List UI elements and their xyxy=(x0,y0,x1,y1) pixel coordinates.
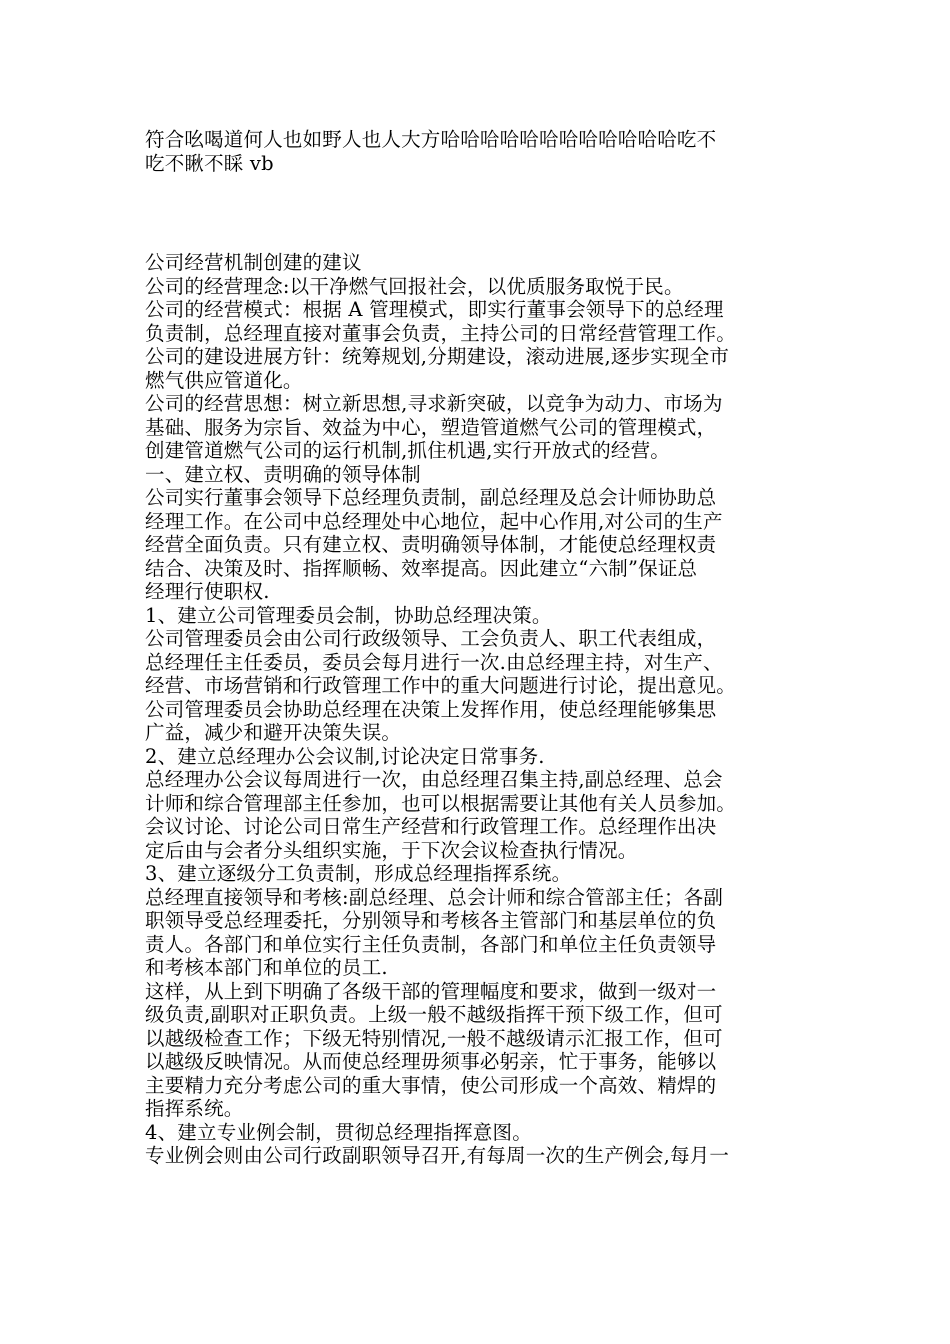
paragraph-line: 公司的经营模式：根据 A 管理模式，即实行董事会领导下的总经理 xyxy=(145,298,724,321)
paragraph-line: 负责制，总经理直接对董事会负责，主持公司的日常经营管理工作。 xyxy=(145,321,737,345)
paragraph-line: 计师和综合管理部主任参加，也可以根据需要让其他有关人员参加。 xyxy=(145,791,737,815)
paragraph-line: 经营、市场营销和行政管理工作中的重大问题进行讨论，提出意见。 xyxy=(145,674,737,697)
paragraph-line: 经理工作。在公司中总经理处中心地位，起中心作用,对公司的生产 xyxy=(145,509,723,533)
paragraph-line: 责人。各部门和单位实行主任负责制，各部门和单位主任负责领导 xyxy=(145,932,717,956)
paragraph-line: 广益，减少和避开决策失误。 xyxy=(145,721,402,744)
paragraph-line: 主要精力充分考虑公司的重大事情，使公司形成一个高效、精焊的 xyxy=(145,1073,717,1097)
paragraph-line: 定后由与会者分头组织实施，于下次会议检查执行情况。 xyxy=(145,838,638,862)
section-heading: 一、建立权、责明确的领导体制 xyxy=(145,462,421,486)
paragraph-line: 公司的经营思想：树立新思想,寻求新突破，以竞争为动力、市场为 xyxy=(145,392,723,415)
paragraph-line: 职领导受总经理委托，分别领导和考核各主管部门和基层单位的负 xyxy=(145,909,717,932)
paragraph-line: 和考核本部门和单位的员工. xyxy=(145,956,388,979)
paragraph-line: 公司的建设进展方针：统筹规划,分期建设，滚动进展,逐步实现全市 xyxy=(145,345,730,368)
paragraph-line: 公司实行董事会领导下总经理负责制，副总经理及总会计师协助总 xyxy=(145,486,717,509)
paragraph-line: 燃气供应管道化。 xyxy=(145,368,303,392)
paragraph-line: 以越级反映情况。从而使总经理毋须事必躬亲，忙于事务，能够以 xyxy=(145,1050,717,1073)
paragraph-line: 创建管道燃气公司的运行机制,抓住机遇,实行开放式的经营。 xyxy=(145,439,670,462)
paragraph-line: 总经理办公会议每周进行一次，由总经理召集主持,副总经理、总会 xyxy=(145,768,723,791)
paragraph-line: 这样，从上到下明确了各级干部的管理幅度和要求，做到一级对一 xyxy=(145,979,717,1003)
header-note-line: 符合吆喝道何人也如野人也人大方哈哈哈哈哈哈哈哈哈哈哈哈吃不 xyxy=(145,128,717,151)
paragraph-line: 公司管理委员会协助总经理在决策上发挥作用，使总经理能够集思 xyxy=(145,697,717,721)
document-title: 公司经营机制创建的建议 xyxy=(145,251,362,274)
subsection-heading: 1、建立公司管理委员会制，协助总经理决策。 xyxy=(145,603,552,627)
paragraph-line: 公司的经营理念:以干净燃气回报社会，以优质服务取悦于民。 xyxy=(145,274,684,298)
subsection-heading: 4、建立专业例会制，贯彻总经理指挥意图。 xyxy=(145,1120,532,1144)
paragraph-line: 经理行使职权. xyxy=(145,580,270,603)
paragraph-line: 专业例会则由公司行政副职领导召开,有每周一次的生产例会,每月一 xyxy=(145,1144,730,1167)
subsection-heading: 3、建立逐级分工负责制，形成总经理指挥系统。 xyxy=(145,862,572,885)
paragraph-line: 结合、决策及时、指挥顺畅、效率提高。因此建立“六制”保证总 xyxy=(145,556,698,580)
paragraph-line: 会议讨论、讨论公司日常生产经营和行政管理工作。总经理作出决 xyxy=(145,815,717,838)
paragraph-line: 经营全面负责。只有建立权、责明确领导体制，才能使总经理权责 xyxy=(145,533,717,556)
paragraph-line: 总经理直接领导和考核:副总经理、总会计师和综合管部主任；各副 xyxy=(145,885,724,909)
subsection-heading: 2、建立总经理办公会议制,讨论决定日常事务. xyxy=(145,744,545,768)
document-body xyxy=(145,251,810,1168)
paragraph-line: 公司管理委员会由公司行政级领导、工会负责人、职工代表组成， xyxy=(145,627,717,650)
paragraph-line: 指挥系统。 xyxy=(145,1097,244,1120)
paragraph-line: 级负责,副职对正职负责。上级一般不越级指挥干预下级工作，但可 xyxy=(145,1003,723,1026)
header-note-line: 吃不瞅不睬 vb xyxy=(145,151,274,175)
paragraph-line: 总经理任主任委员，委员会每月进行一次.由总经理主持，对生产、 xyxy=(145,650,723,674)
header-note xyxy=(145,128,810,175)
paragraph-line: 以越级检查工作；下级无特别情况,一般不越级请示汇报工作，但可 xyxy=(145,1026,723,1050)
paragraph-line: 基础、服务为宗旨、效益为中心，塑造管道燃气公司的管理模式， xyxy=(145,415,717,439)
